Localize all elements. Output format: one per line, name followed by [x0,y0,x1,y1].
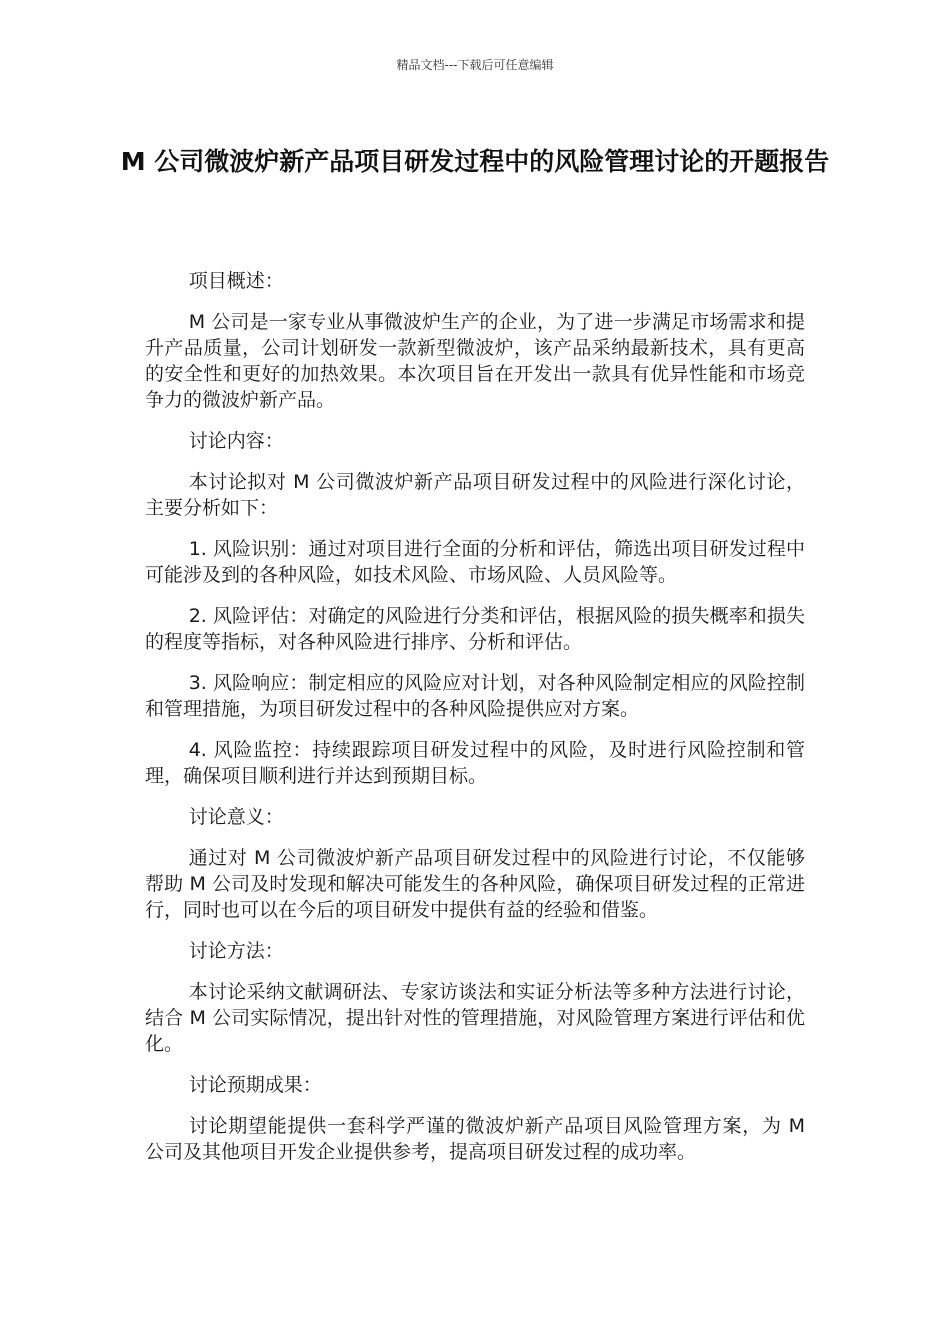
paragraph-methods: 本讨论采纳文献调研法、专家访谈法和实证分析法等多种方法进行讨论，结合 M 公司实际情况，提出针对性的管理措施，对风险管理方案进行评估和优化。 [145,981,805,1055]
paragraph-significance: 通过对 M 公司微波炉新产品项目研发过程中的风险进行讨论，不仅能够帮助 M 公司及时发现和解决可能发生的各种风险，确保项目研发过程的正常进行，同时也可以在今后的项目研发中提供有益的经验和借鉴。 [145,847,805,921]
paragraph-content-intro: 本讨论拟对 M 公司微波炉新产品项目研发过程中的风险进行深化讨论，主要分析如下： [145,471,805,519]
list-item-risk-identification: 1. 风险识别：通过对项目进行全面的分析和评估，筛选出项目研发过程中可能涉及到的各种风险，如技术风险、市场风险、人员风险等。 [145,538,805,586]
list-item-risk-assessment: 2. 风险评估：对确定的风险进行分类和评估，根据风险的损失概率和损失的程度等指标，对各种风险进行排序、分析和评估。 [145,605,805,653]
paragraph-overview: M 公司是一家专业从事微波炉生产的企业，为了进一步满足市场需求和提升产品质量，公司计划研发一款新型微波炉，该产品采纳最新技术，具有更高的安全性和更好的加热效果。本次项目旨在开发出一款具有优异性能和市场竞争力的微波炉新产品。 [145,311,805,411]
section-heading-overview: 项目概述： [188,270,284,292]
section-heading-methods: 讨论方法： [188,940,284,962]
document-title: M 公司微波炉新产品项目研发过程中的风险管理讨论的开题报告 [120,147,830,176]
document-body [145,268,805,1180]
page-header: 精品文档---下载后可任意编辑 [396,58,554,72]
list-item-risk-monitoring: 4. 风险监控：持续跟踪项目研发过程中的风险，及时进行风险控制和管理，确保项目顺利进行并达到预期目标。 [145,739,805,787]
paragraph-expected-results: 讨论期望能提供一套科学严谨的微波炉新产品项目风险管理方案，为 M 公司及其他项目开发企业提供参考，提高项目研发过程的成功率。 [145,1115,805,1163]
section-heading-expected-results: 讨论预期成果： [188,1074,322,1096]
list-item-risk-response: 3. 风险响应：制定相应的风险应对计划，对各种风险制定相应的风险控制和管理措施，为项目研发过程中的各种风险提供应对方案。 [145,672,805,720]
section-heading-significance: 讨论意义： [188,806,284,828]
section-heading-content: 讨论内容： [188,430,284,452]
